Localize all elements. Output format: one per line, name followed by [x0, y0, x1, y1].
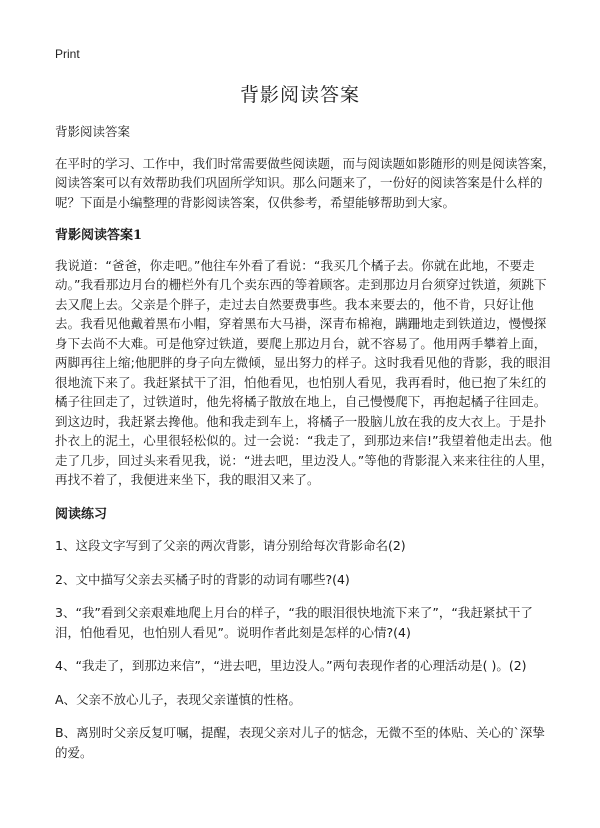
passage-paragraph: 我说道：“爸爸，你走吧。”他往车外看了看说：“我买几个橘子去。你就在此地，不要走动。”我看那边月台的栅栏外有几个卖东西的等着顾客。走到那边月台须穿过铁道，须跳下去又爬上去。父亲是个胖子，走过去自然要费事些。我本来要去的，他不肯，只好让他去。我看见他戴着黑布小帽，穿着黑布大马褂，深青布棉袍，蹒跚地走到铁道边，慢慢探身下去尚不大难。可是他穿过铁道，要爬上那边月台，就不容易了。他用两手攀着上面，两脚再往上缩;他肥胖的身子向左微倾，显出努力的样子。这时我看见他的背影，我的眼泪很地流下来了。我赶紧拭干了泪，怕他看见，也怕别人看见，我再看时，他已抱了朱红的橘子往回走了，过铁道时，他先将橘子散放在地上，自己慢慢爬下，再抱起橘子往回走。到这边时，我赶紧去搀他。他和我走到车上，将橘子一股脑儿放在我的皮大衣上。于是扑扑衣上的泥土，心里很轻松似的。过一会说：“我走了，到那边来信!”我望着他走出去。他走了几步，回过头来看见我，说：“进去吧，里边没人。”等他的背影混入来来往往的人里，再找不着了，我便进来坐下，我的眼泪又来了。: [55, 257, 554, 487]
print-label: Print: [55, 47, 80, 61]
answer-option-a: A、父亲不放心儿子，表现父亲谨慎的性格。: [55, 691, 302, 707]
section-heading: 背影阅读答案1: [55, 228, 143, 243]
answer-option-b: B、离别时父亲反复叮嘱，提醒，表现父亲对儿子的惦念，无微不至的体贴、关心的`深挚的爱。: [55, 725, 545, 760]
exercise-heading: 阅读练习: [55, 506, 108, 522]
question-2: 2、文中描写父亲去买橘子时的背影的动词有哪些?(4): [55, 571, 350, 587]
question-4: 4、“我走了，到那边来信”，“进去吧，里边没人。”两句表现作者的心理活动是( )。(2): [55, 658, 527, 673]
document-body: [55, 122, 555, 776]
document-subtitle: 背影阅读答案: [55, 124, 131, 139]
question-1: 1、这段文字写到了父亲的两次背影，请分别给每次背影命名(2): [55, 538, 406, 553]
intro-paragraph: 在平时的学习、工作中，我们时常需要做些阅读题，而与阅读题如影随形的则是阅读答案，阅读答案可以有效帮助我们巩固所学知识。那么问题来了，一份好的阅读答案是什么样的呢？下面是小编整理的背影阅读答案，仅供参考，希望能够帮助到大家。: [55, 155, 556, 210]
question-3: 3、“我”看到父亲艰难地爬上月台的样子，“我的眼泪很快地流下来了”，“我赶紧拭干了泪，怕他看见，也怕别人看见”。说明作者此刻是怎样的心情?(4): [55, 605, 533, 640]
page-title: 背影阅读答案: [239, 84, 360, 106]
